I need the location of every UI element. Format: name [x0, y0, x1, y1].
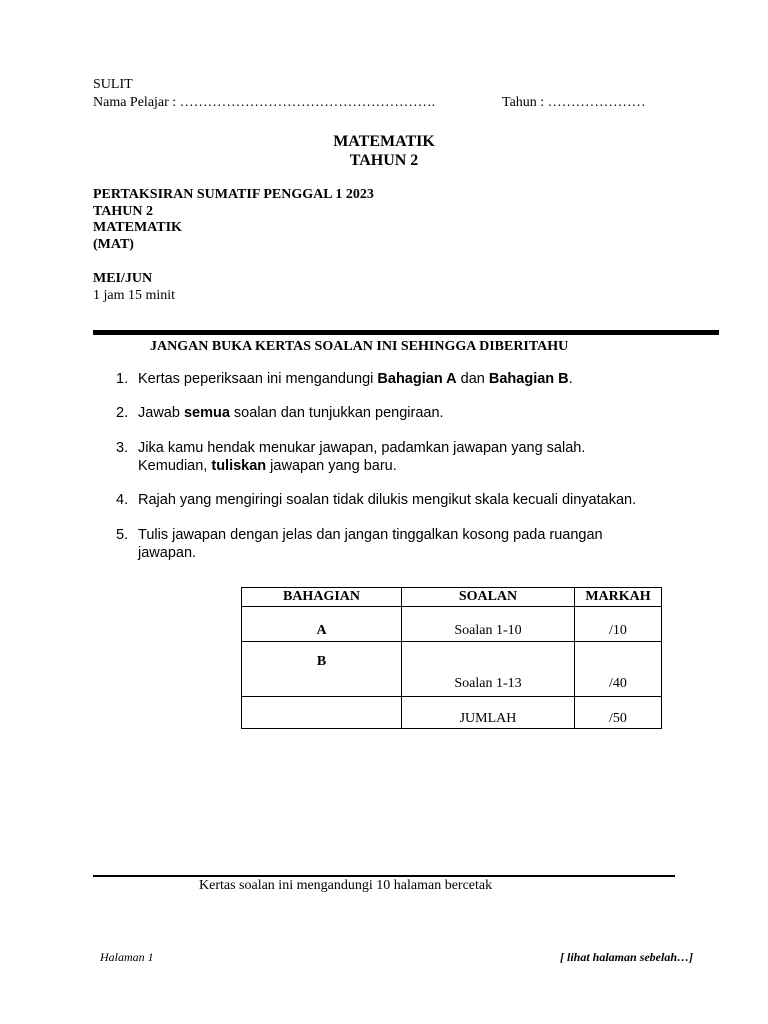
instruction-text: Kertas peperiksaan ini mengandungi Bahagian A dan Bahagian B. — [138, 371, 573, 387]
table-header-row — [242, 588, 662, 607]
warning-notice: JANGAN BUKA KERTAS SOALAN INI SEHINGGA DIBERITAHU — [150, 339, 569, 354]
marks-cell: /10 — [575, 607, 662, 642]
year-field: Tahun : ………………… — [502, 95, 646, 110]
total-marks-cell: /50 — [575, 697, 662, 729]
instruction-number: 5. — [116, 527, 129, 543]
assessment-name: PERTAKSIRAN SUMATIF PENGGAL 1 2023 — [93, 187, 374, 202]
section-cell — [242, 697, 402, 729]
exam-subject: MATEMATIK — [93, 220, 182, 235]
instruction-number: 2. — [116, 405, 129, 421]
student-name-field: Nama Pelajar : ………………………………………………. — [93, 95, 436, 110]
table-row — [242, 642, 662, 697]
column-header-marks: MARKAH — [575, 588, 662, 607]
exam-duration: 1 jam 15 minit — [93, 287, 176, 303]
page-count-note: Kertas soalan ini mengandungi 10 halaman bercetak — [199, 878, 493, 893]
instruction-text: Jawab semua soalan dan tunjukkan pengiraan. — [138, 405, 444, 421]
page-number: Halaman 1 — [100, 950, 154, 964]
questions-cell: Soalan 1-10 — [402, 607, 575, 642]
exam-code: (MAT) — [93, 236, 134, 252]
column-header-questions: SOALAN — [402, 588, 575, 607]
total-label-cell: JUMLAH — [402, 697, 575, 729]
table-row — [242, 607, 662, 642]
exam-month: MEI/JUN — [93, 271, 153, 286]
level-title: TAHUN 2 — [349, 152, 419, 169]
column-header-section: BAHAGIAN — [242, 588, 402, 607]
confidential-label: SULIT — [93, 77, 133, 92]
header-divider — [93, 330, 719, 335]
instruction-text: Rajah yang mengiringi soalan tidak dilukis mengikut skala kecuali dinyatakan. — [138, 492, 637, 508]
instruction-number: 1. — [116, 371, 129, 387]
footer-divider — [93, 875, 675, 877]
exam-info — [93, 187, 374, 253]
exam-period — [93, 271, 175, 304]
instruction-text: Jika kamu hendak menukar jawapan, padamkan jawapan yang salah. Kemudian, tuliskan jawapan yang baru. — [138, 440, 586, 474]
section-cell: A — [242, 607, 402, 642]
instruction-number: 4. — [116, 492, 129, 508]
score-table — [241, 587, 662, 729]
instruction-text: Tulis jawapan dengan jelas dan jangan tinggalkan kosong pada ruangan jawapan. — [138, 527, 603, 561]
section-cell: B — [242, 642, 402, 697]
subject-title: MATEMATIK — [333, 133, 435, 150]
instruction-number: 3. — [116, 440, 129, 456]
exam-year: TAHUN 2 — [93, 203, 154, 219]
next-page-note: [ lihat halaman sebelah…] — [560, 950, 694, 964]
table-row — [242, 697, 662, 729]
marks-cell: /40 — [575, 642, 662, 697]
questions-cell: Soalan 1-13 — [402, 642, 575, 697]
